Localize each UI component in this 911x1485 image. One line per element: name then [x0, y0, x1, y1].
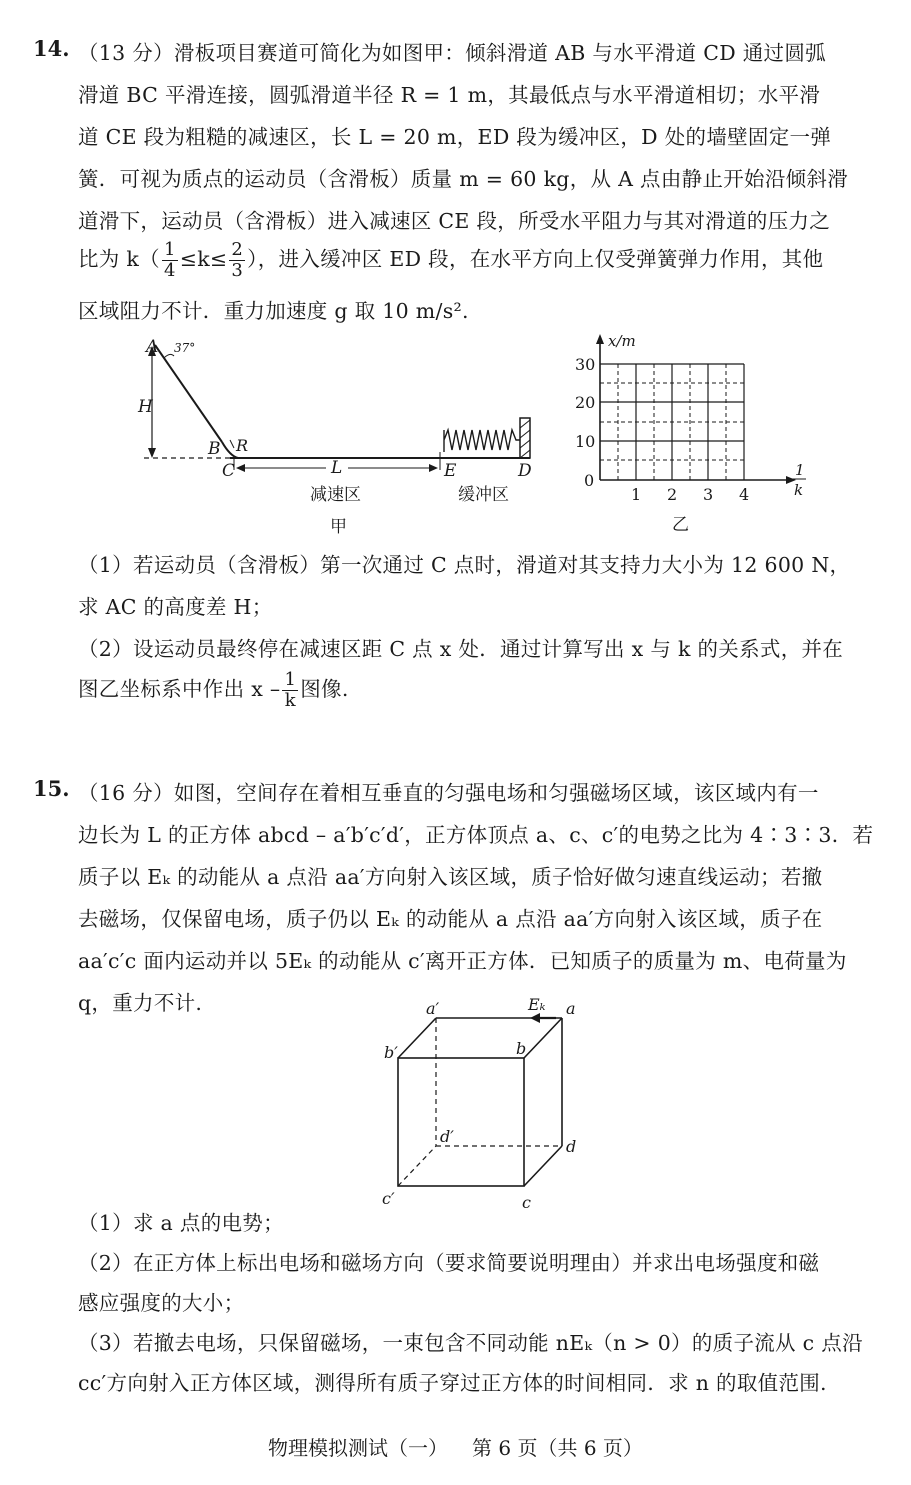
label-d-prime-vertex: d′ — [440, 1127, 454, 1146]
q15-line-3: 质子以 Eₖ 的动能从 a 点沿 aa′方向射入该区域，质子恰好做匀速直线运动；若撤 — [78, 865, 823, 889]
label-c-prime-vertex: c′ — [382, 1189, 395, 1208]
label-c-vertex: c — [522, 1193, 531, 1212]
q14-sub2-line-1: （2）设运动员最终停在减速区距 C 点 x 处．通过计算写出 x 与 k 的关系式，并在 — [78, 637, 844, 661]
question-15-number: 15. — [33, 776, 70, 801]
l-arrow-head-left — [236, 464, 245, 472]
label-a: A — [146, 337, 159, 357]
q14-sub2-line-2 — [78, 670, 349, 711]
figure-cube-diagram — [370, 996, 600, 1216]
edge-b-prime-a-prime — [398, 1018, 436, 1058]
q14-line-1: （13 分）滑板项目赛道可简化为如图甲：倾斜滑道 AB 与水平滑道 CD 通过圆弧 — [78, 41, 826, 65]
q14-line-7: 区域阻力不计．重力加速度 g 取 10 m/s². — [78, 299, 469, 323]
label-ek: Eₖ — [528, 996, 546, 1014]
q14-line-5: 道滑下，运动员（含滑板）进入减速区 CE 段，所受水平阻力与其对滑道的压力之 — [78, 209, 831, 233]
x-tick-4: 4 — [739, 485, 750, 504]
x-axis-label-den: k — [794, 481, 804, 499]
label-e: E — [444, 461, 457, 481]
l-arrow-head-right — [429, 464, 438, 472]
slope-ab-line — [155, 345, 222, 442]
edge-c-prime-d-prime — [398, 1146, 436, 1186]
footer-subject: 物理模拟测试（一） — [268, 1436, 449, 1460]
y-axis-label: x/m — [608, 332, 636, 350]
q14-sub1-line-2: 求 AC 的高度差 H； — [78, 595, 273, 619]
q15-sub2-line-2: 感应强度的大小； — [78, 1291, 245, 1315]
figure-jia-track-diagram — [130, 330, 550, 540]
origin-label: 0 — [584, 471, 595, 490]
label-buffer-zone: 缓冲区 — [458, 485, 509, 505]
y-tick-20: 20 — [575, 393, 596, 412]
ek-arrow-icon — [530, 1013, 540, 1023]
label-c: C — [222, 461, 236, 481]
q14-line-6 — [78, 240, 823, 281]
q14-line-4: 簧．可视为质点的运动员（含滑板）质量 m = 60 kg，从 A 点由静止开始沿倾斜滑 — [78, 167, 849, 191]
q15-line-2: 边长为 L 的正方体 abcd – a′b′c′d′，正方体顶点 a、c、c′的电势之比为 4∶3∶3．若 — [78, 823, 874, 847]
edge-b-a — [524, 1018, 562, 1058]
q15-sub3-line-1: （3）若撤去电场，只保留磁场，一束包含不同动能 nEₖ（n > 0）的质子流从 c 点沿 — [78, 1331, 863, 1355]
q14-sub1-line-1: （1）若运动员（含滑板）第一次通过 C 点时，滑道对其支持力大小为 12 600 N， — [78, 553, 851, 577]
y-tick-30: 30 — [575, 355, 596, 374]
fraction-one-quarter: $\frac{1}{4}$ — [163, 239, 176, 281]
q15-sub3-line-2: cc′方向射入正方体区域，测得所有质子穿过正方体的时间相同．求 n 的取值范围. — [78, 1371, 827, 1395]
page-footer — [0, 1432, 911, 1461]
q14-line-6-pre: 比为 k（ — [78, 247, 160, 271]
fraction-two-thirds: $\frac{2}{3}$ — [231, 239, 244, 281]
label-decel-zone: 减速区 — [310, 485, 361, 505]
q14-sub2-pre: 图乙坐标系中作出 x – — [78, 677, 281, 701]
wall-hatch — [520, 420, 530, 428]
edge-c-d — [524, 1146, 562, 1186]
fraction-one-over-k: $\frac{1}{k}$ — [284, 669, 297, 711]
q14-line-6-mid: ≤k≤ — [179, 247, 228, 271]
x-tick-3: 3 — [703, 485, 714, 504]
label-l: L — [331, 458, 343, 478]
q15-line-5: aa′c′c 面内运动并以 5Eₖ 的动能从 c′离开正方体．已知质子的质量为 m、电荷量为 — [78, 949, 847, 973]
label-angle: 37° — [174, 341, 196, 355]
label-d-vertex: d — [566, 1137, 577, 1156]
label-b-vertex: b — [516, 1039, 527, 1058]
label-b: B — [208, 439, 221, 459]
label-r: R — [236, 436, 249, 455]
q15-line-1: （16 分）如图，空间存在着相互垂直的匀强电场和匀强磁场区域，该区域内有一 — [78, 781, 819, 805]
figure-yi-caption: 乙 — [672, 515, 689, 535]
q14-line-6-post: ），进入缓冲区 ED 段，在水平方向上仅受弹簧弹力作用，其他 — [247, 247, 824, 271]
angle-arc — [164, 354, 174, 358]
figure-jia-caption: 甲 — [330, 517, 347, 537]
radius-line — [230, 440, 234, 448]
footer-page-number: 第 6 页（共 6 页） — [472, 1436, 643, 1460]
height-arrow-down — [148, 448, 156, 458]
y-axis-arrow — [596, 334, 604, 344]
q15-line-4: 去磁场，仅保留电场，质子仍以 Eₖ 的动能从 a 点沿 aa′方向射入该区域，质子在 — [78, 907, 823, 931]
label-b-prime-vertex: b′ — [384, 1043, 398, 1062]
label-a-vertex: a — [566, 999, 576, 1018]
q14-line-2: 滑道 BC 平滑连接，圆弧滑道半径 R = 1 m，其最低点与水平滑道相切；水平滑 — [78, 83, 821, 107]
figure-yi-coordinate-grid — [572, 328, 822, 538]
x-tick-1: 1 — [631, 485, 642, 504]
question-14-number: 14. — [33, 36, 70, 61]
x-tick-2: 2 — [667, 485, 678, 504]
front-face-rect — [398, 1058, 524, 1186]
label-h: H — [138, 397, 153, 417]
wall-hatch — [520, 440, 530, 448]
q15-sub1: （1）求 a 点的电势； — [78, 1211, 284, 1235]
q14-sub2-post: 图像. — [300, 677, 349, 701]
label-d: D — [518, 461, 532, 481]
q14-line-3: 道 CE 段为粗糙的减速区，长 L = 20 m，ED 段为缓冲区，D 处的墙壁固定一弹 — [78, 125, 832, 149]
wall-hatch — [520, 430, 530, 438]
q15-line-6: q，重力不计. — [78, 991, 203, 1015]
y-tick-10: 10 — [575, 432, 596, 451]
spring-icon — [444, 430, 520, 452]
x-axis-label-num: 1 — [795, 461, 805, 479]
wall-hatch — [520, 450, 530, 458]
label-a-prime-vertex: a′ — [426, 999, 440, 1018]
q15-sub2-line-1: （2）在正方体上标出电场和磁场方向（要求简要说明理由）并求出电场强度和磁 — [78, 1251, 820, 1275]
